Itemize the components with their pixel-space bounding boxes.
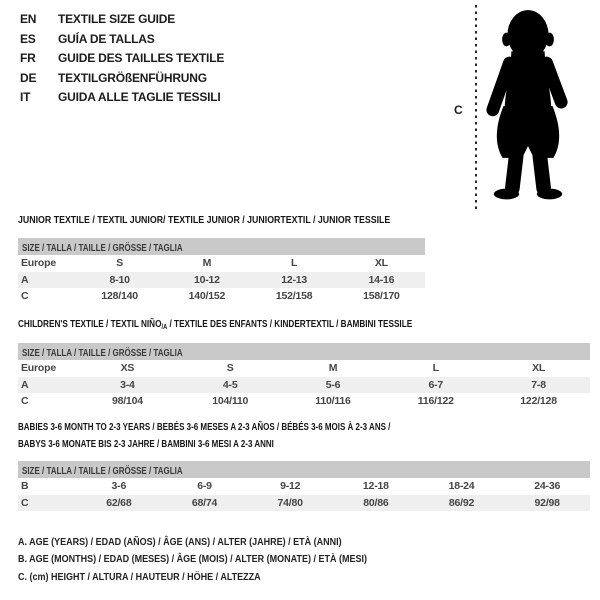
- table-cell: 122/128: [520, 395, 557, 407]
- table-cell: 62/68: [106, 497, 132, 509]
- legend-line-b: [18, 551, 406, 568]
- table-cell: 68/74: [191, 497, 218, 509]
- table-cell: M: [328, 362, 338, 374]
- table-cell: 7-8: [531, 379, 546, 391]
- language-code: DE: [20, 70, 37, 85]
- table-cell: 10-12: [193, 274, 220, 286]
- table-cell: XS: [120, 362, 135, 374]
- table-cell: 9-12: [280, 480, 301, 492]
- legend-line-a: [18, 534, 406, 551]
- table-cell: 74/80: [277, 497, 303, 509]
- table-cell: 80/86: [363, 497, 389, 509]
- language-label: GUIDE DES TAILLES TEXTILE: [58, 51, 225, 66]
- table-row: [18, 478, 590, 495]
- legend-line-c: [18, 569, 406, 586]
- table-cell: 98/104: [111, 395, 143, 407]
- table-cell: XL: [532, 362, 546, 374]
- table-cell: 104/110: [212, 395, 249, 407]
- table-cell: S: [116, 257, 124, 269]
- table-cell: 12-13: [281, 274, 308, 286]
- table-cell: L: [432, 362, 439, 374]
- table-cell: S: [226, 362, 234, 374]
- size-header-bar: [18, 238, 425, 255]
- language-row: [20, 88, 224, 108]
- height-measure-label: C: [454, 103, 463, 117]
- size-figure: [448, 3, 598, 215]
- table-row: [18, 495, 590, 511]
- language-label: TEXTILE SIZE GUIDE: [58, 12, 176, 26]
- language-code: EN: [20, 12, 37, 26]
- legend-line-c-text: C. (cm) HEIGHT / ALTURA / HAUTEUR / HÖHE / ALTEZZA: [18, 571, 261, 583]
- language-row: [20, 30, 224, 50]
- row-label: Europe: [21, 362, 56, 374]
- section-title-babies-text2: BABYS 3-6 MONATE BIS 2-3 JAHRE / BAMBINI 3-6 MESI A 2-3 ANNI: [18, 439, 274, 450]
- table-cell: 140/152: [188, 290, 226, 302]
- language-code: IT: [20, 90, 31, 105]
- table-cell: 86/92: [448, 497, 475, 509]
- table-row: [18, 272, 425, 288]
- table-cell: 92/98: [534, 497, 560, 509]
- table-cell: 24-36: [534, 480, 561, 492]
- size-header-label: SIZE / TALLA / TAILLE / GRÖSSE / TAGLIA: [22, 243, 183, 254]
- table-cell: 14-16: [368, 274, 395, 286]
- section-title-babies-line1: [18, 422, 483, 433]
- section-title-junior-text: JUNIOR TEXTILE / TEXTIL JUNIOR/ TEXTILE JUNIOR / JUNIORTEXTIL / JUNIOR TESSILE: [18, 215, 391, 226]
- table-cell: 6-9: [197, 480, 212, 492]
- table-cell: 18-24: [448, 480, 475, 492]
- table-cell: 4-5: [222, 379, 238, 391]
- title-subscript: /A: [161, 324, 168, 331]
- size-header-label: SIZE / TALLA / TAILLE / GRÖSSE / TAGLIA: [22, 466, 183, 477]
- table-cell: XL: [374, 257, 388, 269]
- table-cell: 3-4: [120, 379, 135, 391]
- title-suffix: / TEXTILE DES ENFANTS / KINDERTEXTIL / BAMBINI TESSILE: [167, 319, 413, 330]
- table-cell: 110/116: [315, 395, 351, 407]
- table-row: [18, 393, 590, 409]
- table-cell: 158/170: [363, 290, 400, 302]
- legend-line-a-text: A. AGE (YEARS) / EDAD (AÑOS) / ÂGE (ANS) / ALTER (JAHRE) / ETÀ (ANNI): [18, 537, 342, 548]
- row-label: C: [21, 290, 29, 302]
- section-title-babies-text1: BABIES 3-6 MONTH TO 2-3 YEARS / BEBÉS 3-6 MESES A 2-3 AÑOS / BÉBÉS 3-6 MOIS À 2-3 ANS /: [18, 422, 391, 433]
- table-cell: 128/140: [101, 290, 138, 302]
- table-cell: L: [291, 257, 298, 269]
- row-label: A: [21, 274, 29, 286]
- children-size-table: [18, 343, 590, 409]
- table-cell: 116/122: [417, 395, 454, 407]
- legend: [18, 534, 406, 586]
- row-label: C: [21, 395, 29, 407]
- language-row: [20, 49, 224, 69]
- size-header-bar: [18, 343, 590, 360]
- baby-silhouette-icon: [484, 5, 572, 207]
- table-cell: 3-6: [111, 480, 127, 492]
- section-title-babies-line2: [18, 439, 338, 450]
- language-row: [20, 10, 224, 30]
- table-row: [18, 360, 590, 377]
- row-label: C: [21, 497, 29, 509]
- table-cell: M: [202, 257, 212, 269]
- language-header: [20, 10, 224, 108]
- height-measure-line: [475, 5, 477, 209]
- table-cell: 152/158: [275, 290, 313, 302]
- row-label: Europe: [21, 257, 56, 269]
- language-label: TEXTILGRÖßENFÜHRUNG: [58, 70, 207, 85]
- size-header-label: SIZE / TALLA / TAILLE / GRÖSSE / TAGLIA: [22, 348, 183, 359]
- table-cell: 12-18: [362, 480, 389, 492]
- legend-line-b-text: B. AGE (MONTHS) / EDAD (MESES) / ÂGE (MOIS) / ALTER (MONATE) / ETÀ (MESI): [18, 554, 367, 566]
- table-row: [18, 377, 590, 393]
- section-title-junior: [18, 215, 441, 226]
- table-row: [18, 255, 425, 272]
- language-code: ES: [20, 31, 36, 46]
- table-row: [18, 288, 425, 304]
- language-label: GUÍA DE TALLAS: [58, 31, 155, 46]
- table-cell: 8-10: [109, 274, 130, 286]
- babies-size-table: [18, 461, 590, 511]
- size-header-bar: [18, 461, 590, 478]
- language-label: GUIDA ALLE TAGLIE TESSILI: [58, 90, 221, 105]
- section-title-children: [18, 319, 499, 330]
- title-prefix: CHILDREN'S TEXTILE / TEXTIL NIÑO: [18, 319, 162, 330]
- table-cell: 5-6: [325, 379, 341, 391]
- section-title-children-text: [18, 319, 412, 330]
- row-label: B: [21, 480, 29, 492]
- table-cell: 6-7: [428, 379, 444, 391]
- row-label: A: [21, 379, 29, 391]
- junior-size-table: [18, 238, 425, 304]
- language-row: [20, 69, 224, 89]
- language-code: FR: [20, 51, 36, 66]
